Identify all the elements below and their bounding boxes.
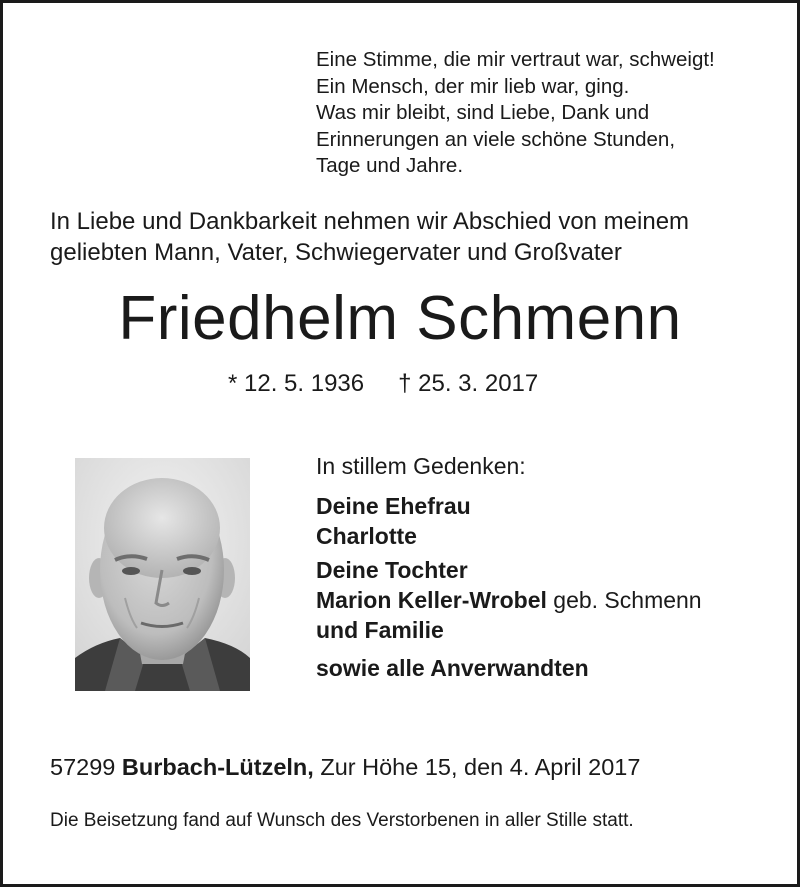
family-address bbox=[50, 752, 640, 782]
intro-line: In Liebe und Dankbarkeit nehmen wir Abschied von meinem bbox=[50, 208, 690, 235]
poem-line: Ein Mensch, der mir lieb war, ging. bbox=[316, 74, 630, 98]
street-and-date: Zur Höhe 15, den 4. April 2017 bbox=[320, 754, 641, 780]
birth-date: * 12. 5. 1936 bbox=[228, 370, 365, 397]
place-name: Burbach-Lützeln, bbox=[121, 754, 314, 780]
wife-name: Charlotte bbox=[316, 523, 417, 549]
daughter-label: Deine Tochter bbox=[316, 557, 468, 583]
deceased-name: Friedhelm Schmenn bbox=[118, 284, 682, 353]
poem-line: Was mir bleibt, sind Liebe, Dank und bbox=[316, 101, 650, 124]
daughter-family: und Familie bbox=[316, 617, 444, 643]
poem-line: Tage und Jahre. bbox=[316, 154, 464, 177]
daughter-line bbox=[316, 585, 702, 615]
memorial-poem bbox=[316, 47, 715, 180]
mourners-list bbox=[316, 451, 702, 683]
poem-line: Eine Stimme, die mir vertraut war, schweigt! bbox=[316, 48, 715, 71]
other-relatives: sowie alle Anverwandten bbox=[316, 655, 589, 681]
daughter-name: Marion Keller-Wrobel bbox=[316, 587, 547, 613]
wife-label: Deine Ehefrau bbox=[316, 493, 471, 519]
life-dates bbox=[228, 369, 538, 399]
mourning-heading: In stillem Gedenken: bbox=[316, 453, 526, 479]
postcode: 57299 bbox=[50, 754, 116, 780]
intro-line: geliebten Mann, Vater, Schwiegervater und Großvater bbox=[50, 239, 622, 266]
poem-line: Erinnerungen an viele schöne Stunden, bbox=[316, 127, 676, 151]
daughter-maiden-name: geb. Schmenn bbox=[553, 587, 702, 613]
portrait-image bbox=[75, 458, 250, 691]
farewell-intro bbox=[50, 206, 689, 268]
death-date: † 25. 3. 2017 bbox=[398, 370, 539, 397]
burial-note: Die Beisetzung fand auf Wunsch des Verstorbenen in aller Stille statt. bbox=[50, 810, 634, 831]
portrait-photo bbox=[75, 458, 250, 691]
